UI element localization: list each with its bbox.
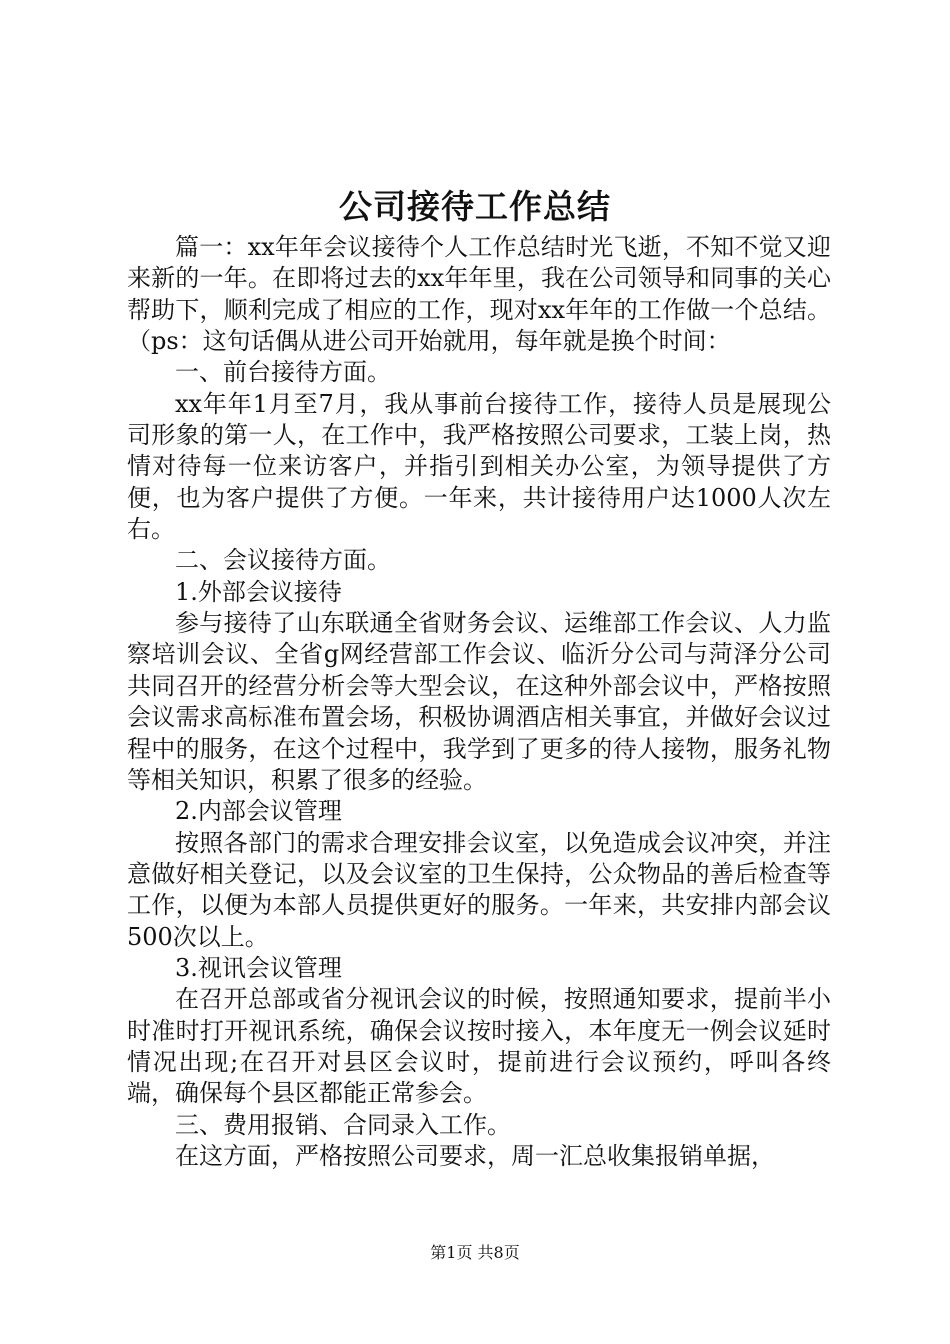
paragraph-video-meetings: 在召开总部或省分视讯会议的时候，按照通知要求，提前半小时准时打开视讯系统，确保会议按时接入，本年度无一例会议延时情况出现;在召开对县区会议时，提前进行会议预约，呼叫各终端，确保每个县区都能正常参会。 [127,985,831,1108]
subheading-internal-meetings: 2.内部会议管理 [175,797,342,826]
page-footer: 第1页 共8页 [430,1243,520,1262]
paragraph-external-meetings: 参与接待了山东联通全省财务会议、运维部工作会议、人力监察培训会议、全省g网经营部工作会议、临沂分公司与菏泽分公司共同召开的经营分析会等大型会议，在这种外部会议中，严格按照会议需求高标准布置会场，积极协调酒店相关事宜，并做好会议过程中的服务，在这个过程中，我学到了更多的待人接物，服务礼物等相关知识，积累了很多的经验。 [127,609,831,794]
heading-meeting-reception: 二、会议接待方面。 [175,546,391,575]
document-title: 公司接待工作总结 [339,187,611,226]
paragraph-intro: 篇一：xx年年会议接待个人工作总结时光飞逝，不知不觉又迎来新的一年。在即将过去的xx年年里，我在公司领导和同事的关心帮助下，顺利完成了相应的工作，现对xx年年的工作做一个总结。（ps：这句话偶从进公司开始就用，每年就是换个时间： [127,233,831,356]
heading-front-desk: 一、前台接待方面。 [175,358,391,387]
subheading-video-meetings: 3.视讯会议管理 [175,953,342,982]
document-body [127,232,831,1172]
paragraph-front-desk: xx年年1月至7月，我从事前台接待工作，接待人员是展现公司形象的第一人，在工作中，我严格按照公司要求，工装上岗，热情对待每一位来访客户，并指引到相关办公室，为领导提供了方便，也为客户提供了方便。一年来，共计接待用户达1000人次左右。 [127,389,831,544]
paragraph-internal-meetings: 按照各部门的需求合理安排会议室，以免造成会议冲突，并注意做好相关登记，以及会议室的卫生保持，公众物品的善后检查等工作，以便为本部人员提供更好的服务。一年来，共安排内部会议500次以上。 [127,828,831,951]
paragraph-expenses-contracts: 在这方面，严格按照公司要求，周一汇总收集报销单据， [175,1141,775,1170]
subheading-external-meetings: 1.外部会议接待 [175,577,342,606]
heading-expenses-contracts: 三、费用报销、合同录入工作。 [175,1110,511,1139]
